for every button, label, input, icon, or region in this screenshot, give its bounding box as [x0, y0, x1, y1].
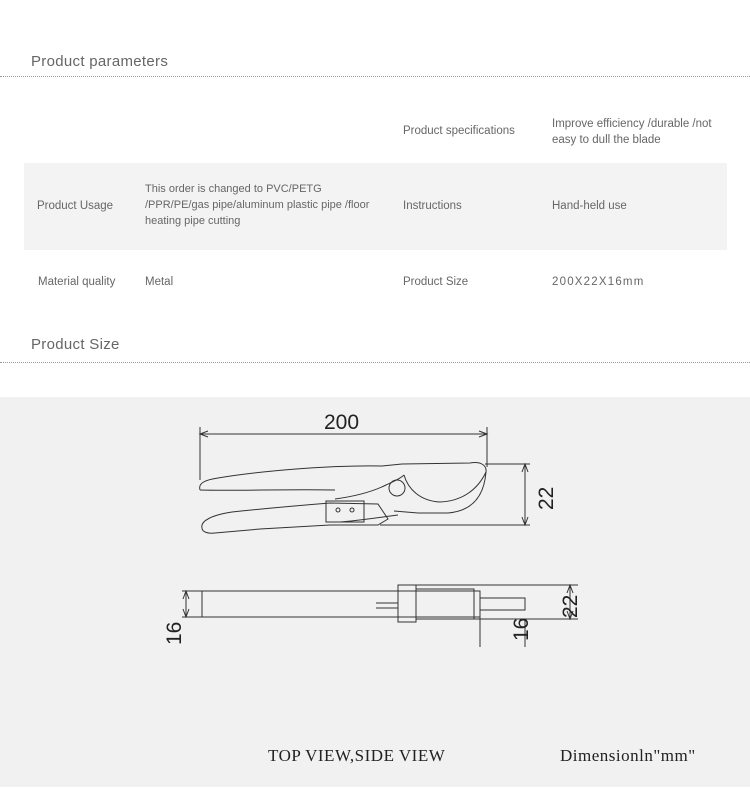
length-dimension [200, 427, 487, 480]
dim-thickness-left-label: 16 [163, 621, 186, 645]
material-value: Metal [145, 276, 174, 288]
section-divider [0, 362, 750, 363]
usage-value: This order is changed to PVC/PETG /PPR/PE/gas pipe/aluminum plastic pipe /floor heating pipe cutting [145, 183, 370, 227]
instructions-label: Instructions [403, 200, 462, 212]
dim-side-height-label: 22 [559, 594, 582, 618]
instructions-value: Hand-held use [552, 200, 627, 212]
views-caption: TOP VIEW,SIDE VIEW [268, 746, 446, 765]
size-section-title: Product Size [31, 336, 120, 353]
dim-length-label: 200 [324, 411, 360, 434]
dim-thickness-right-label: 16 [510, 617, 533, 641]
technical-drawing-panel [0, 397, 750, 787]
spec-label: Product specifications [403, 125, 515, 137]
height-dimension [380, 464, 530, 525]
units-caption: Dimensionln"mm" [560, 746, 696, 765]
material-label: Material quality [38, 276, 116, 288]
size-label: Product Size [403, 276, 469, 288]
size-value: 200X22X16mm [552, 276, 645, 288]
usage-label: Product Usage [37, 200, 114, 212]
cutter-top-view [200, 462, 486, 533]
spec-value: Improve efficiency /durable /not easy to dull the blade [552, 118, 712, 146]
dim-height-label: 22 [535, 486, 558, 510]
section-divider [0, 76, 750, 77]
cutter-technical-drawing [0, 397, 750, 787]
parameters-section-title: Product parameters [31, 53, 169, 70]
